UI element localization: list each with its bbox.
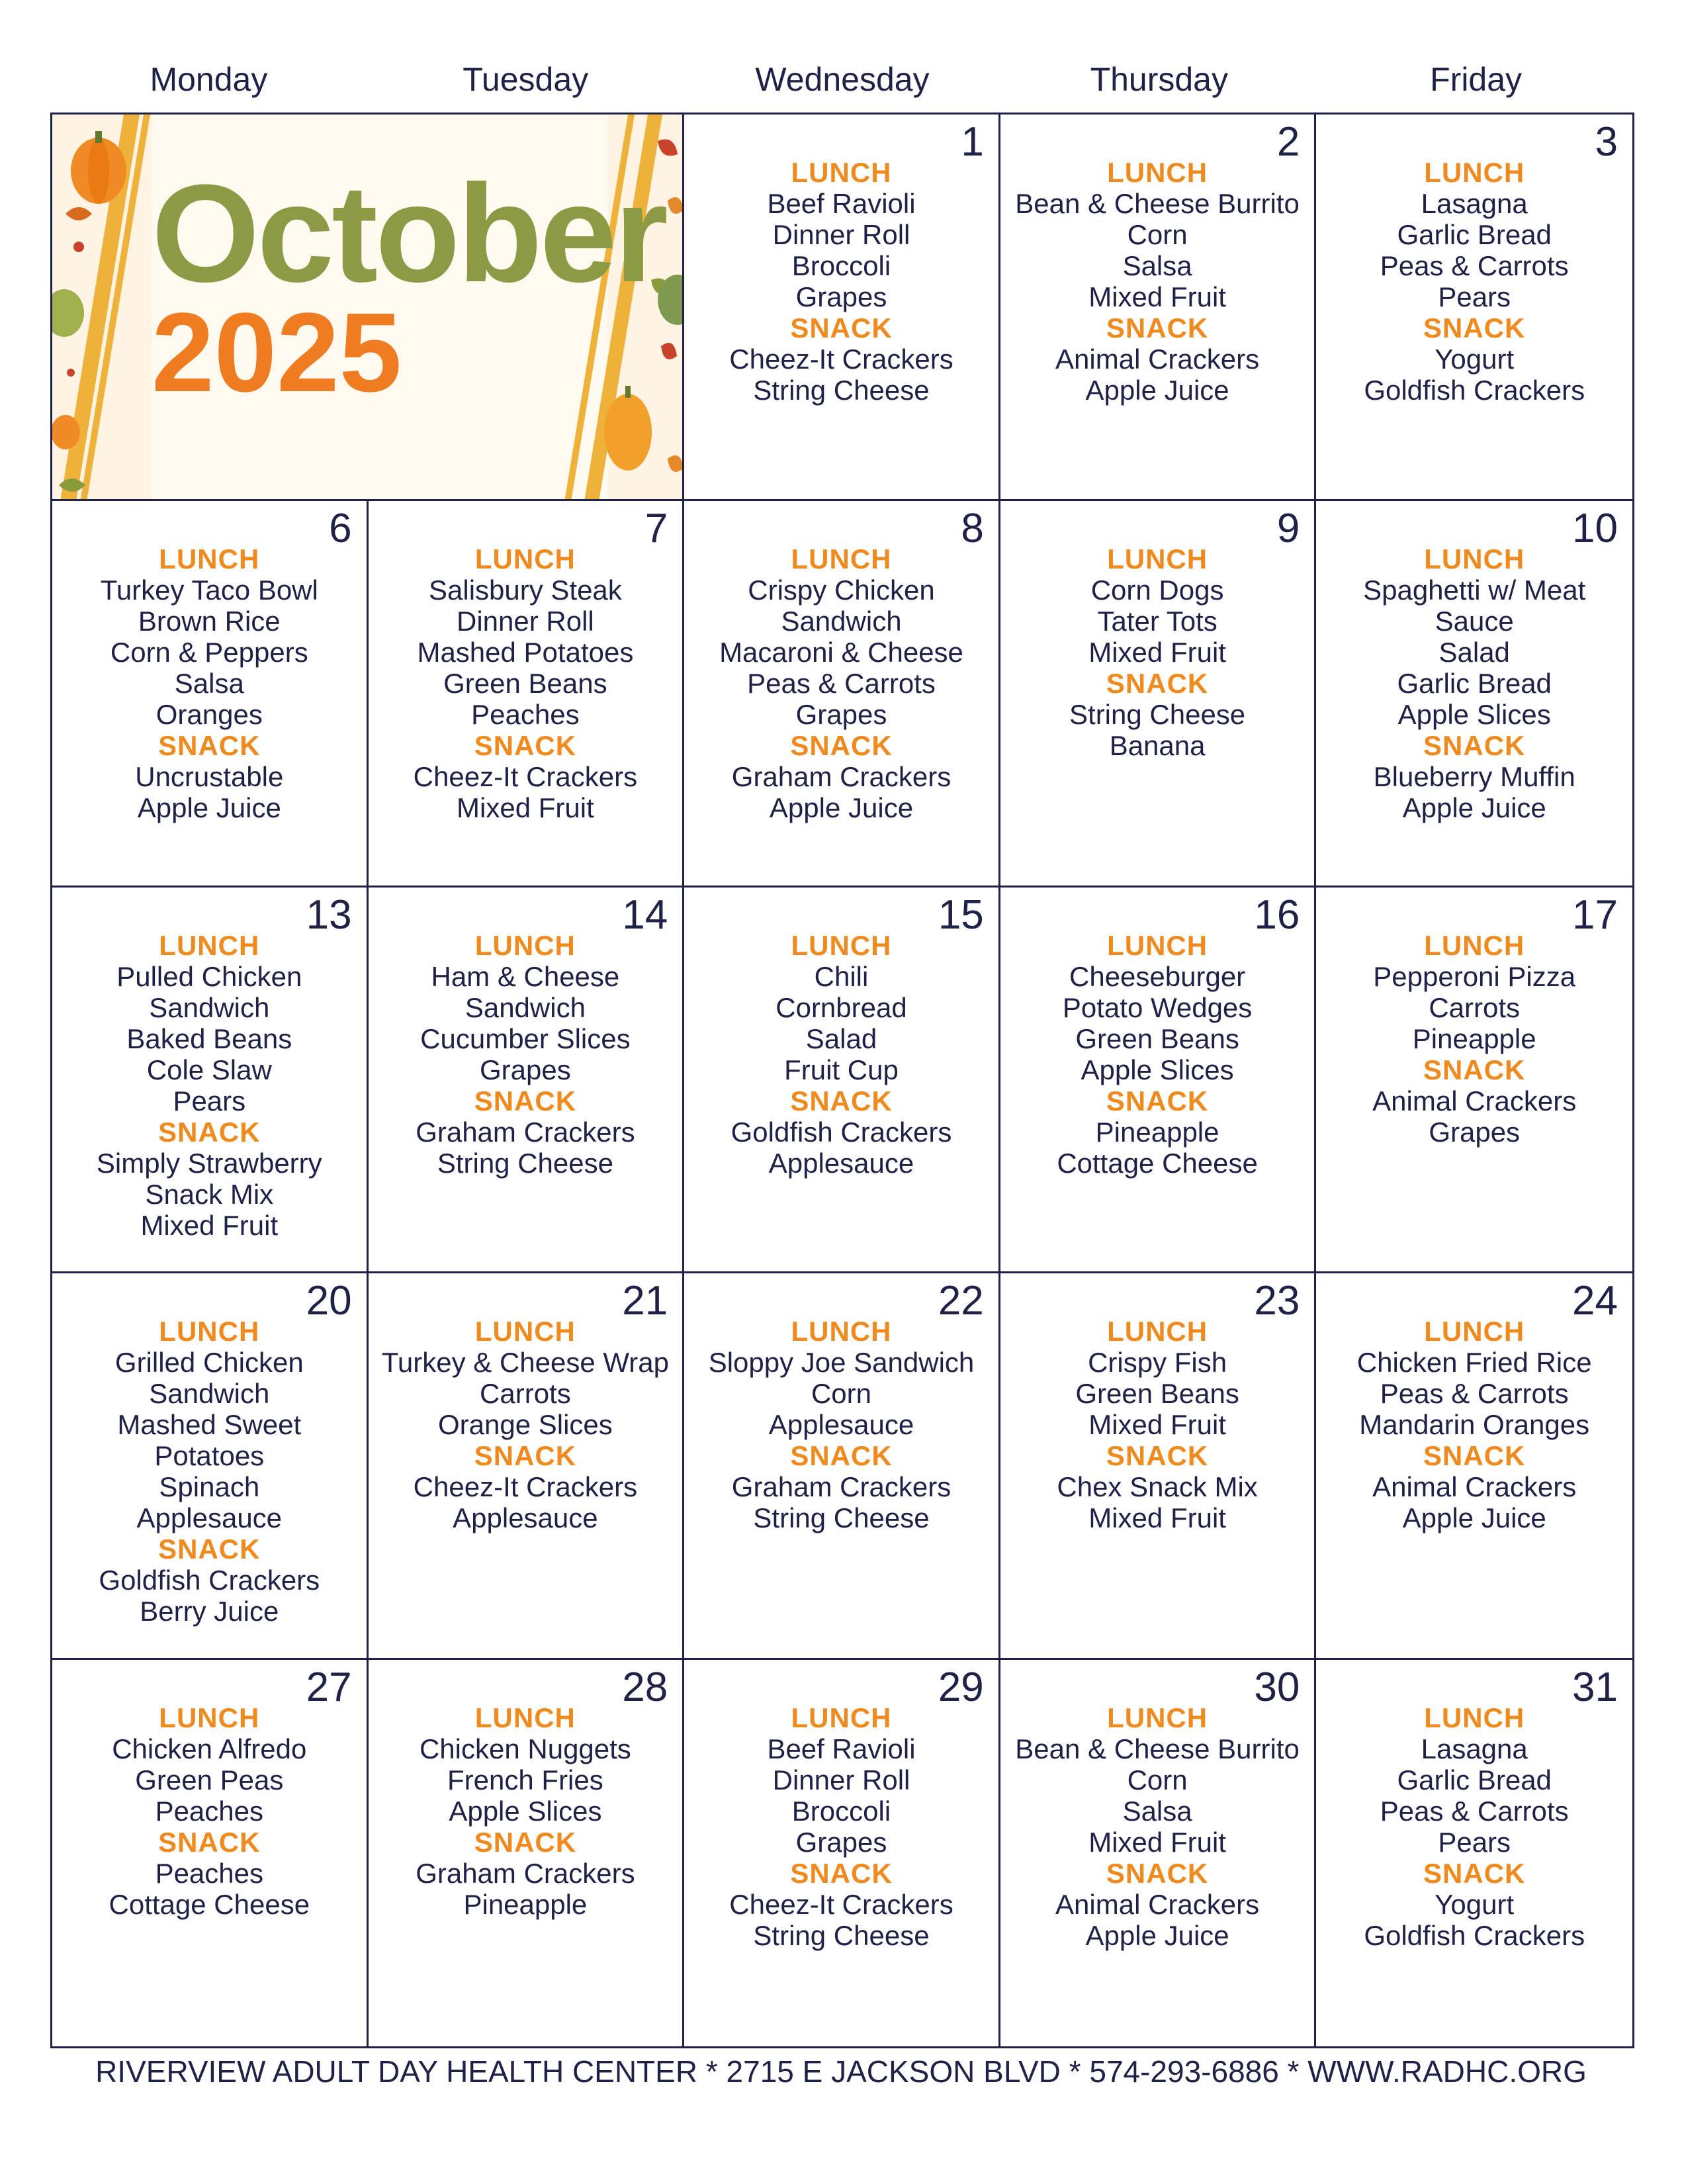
snack-heading: SNACK [790, 1440, 893, 1472]
day-number: 30 [1254, 1664, 1300, 1711]
lunch-item: Salsa [1122, 1796, 1192, 1827]
lunch-item: Salad [1439, 636, 1510, 668]
footer-contact: RIVERVIEW ADULT DAY HEALTH CENTER * 2715 E JACKSON BLVD * 574-293-6886 * WWW.RADHC.ORG [95, 2054, 1587, 2089]
day-cell [1316, 501, 1632, 887]
lunch-item: Corn & Peppers [110, 636, 308, 668]
menu-list [684, 157, 998, 406]
lunch-item: Corn [1127, 1764, 1188, 1796]
menu-list [1000, 1702, 1315, 1951]
lunch-item: Broccoli [791, 250, 891, 281]
snack-item: Berry Juice [140, 1596, 279, 1627]
lunch-item: Carrots [480, 1378, 571, 1410]
snack-heading: SNACK [790, 729, 893, 761]
lunch-heading: LUNCH [1424, 1702, 1525, 1734]
snack-item: Graham Crackers [416, 1116, 635, 1148]
lunch-heading: LUNCH [1107, 157, 1208, 188]
snack-item: Applesauce [768, 1147, 914, 1179]
lunch-item: Green Beans [1075, 1378, 1239, 1410]
snack-heading: SNACK [1106, 1858, 1209, 1889]
lunch-item: Cucumber Slices [420, 1023, 631, 1054]
lunch-item: Oranges [155, 698, 263, 730]
lunch-heading: LUNCH [1424, 1316, 1525, 1347]
snack-heading: SNACK [1423, 1054, 1526, 1085]
lunch-item: Salisbury Steak [428, 574, 622, 606]
menu-list [1316, 543, 1632, 823]
day-number: 31 [1572, 1664, 1618, 1711]
snack-item: Snack Mix [145, 1178, 274, 1210]
day-cell [52, 1273, 369, 1660]
weekday-thursday: Thursday [1090, 61, 1228, 98]
snack-item: Apple Juice [1085, 375, 1229, 406]
lunch-item: Crispy Chicken [748, 574, 935, 606]
snack-item: Mixed Fruit [457, 792, 594, 823]
snack-item: Goldfish Crackers [1364, 375, 1585, 406]
snack-heading: SNACK [1423, 729, 1526, 761]
snack-item: Cheez-It Crackers [729, 343, 953, 375]
day-cell [684, 1273, 1000, 1660]
lunch-heading: LUNCH [1107, 543, 1208, 574]
lunch-item: Sauce [1435, 605, 1514, 637]
menu-list [52, 543, 367, 823]
menu-list [1000, 1316, 1315, 1533]
lunch-item: Macaroni & Cheese [719, 636, 963, 668]
lunch-heading: LUNCH [791, 1316, 892, 1347]
snack-heading: SNACK [1106, 1440, 1209, 1472]
snack-item: Grapes [1429, 1116, 1521, 1148]
snack-item: Animal Crackers [1372, 1085, 1577, 1116]
day-cell [684, 887, 1000, 1274]
day-cell [52, 501, 369, 887]
day-number: 15 [938, 891, 984, 938]
menu-list [369, 1316, 683, 1533]
day-number: 24 [1572, 1278, 1618, 1324]
snack-item: Peaches [155, 1858, 264, 1889]
snack-heading: SNACK [474, 729, 577, 761]
calendar-grid [50, 113, 1634, 2048]
snack-item: Applesauce [453, 1502, 598, 1534]
day-number: 2 [1276, 119, 1300, 165]
snack-heading: SNACK [474, 1827, 577, 1858]
lunch-item: Brown Rice [138, 605, 281, 637]
snack-heading: SNACK [790, 1085, 893, 1116]
weekday-wednesday: Wednesday [755, 61, 930, 98]
lunch-heading: LUNCH [1107, 1316, 1208, 1347]
snack-heading: SNACK [158, 1827, 261, 1858]
lunch-item: Fruit Cup [784, 1054, 899, 1085]
lunch-item: Corn [1127, 219, 1188, 250]
day-number: 13 [306, 891, 352, 938]
lunch-heading: LUNCH [159, 1316, 260, 1347]
snack-item: Goldfish Crackers [99, 1565, 320, 1596]
lunch-item: Apple Slices [449, 1796, 602, 1827]
lunch-item: Pulled Chicken [116, 960, 302, 992]
lunch-item: Crispy Fish [1088, 1347, 1227, 1379]
snack-item: Graham Crackers [731, 760, 952, 792]
snack-item: Animal Crackers [1055, 1889, 1260, 1921]
lunch-item: Bean & Cheese Burrito [1015, 188, 1300, 219]
lunch-item: Orange Slices [437, 1409, 613, 1441]
lunch-heading: LUNCH [159, 543, 260, 574]
day-number: 16 [1254, 891, 1300, 938]
lunch-item: Salsa [174, 667, 244, 699]
lunch-item: Chicken Nuggets [419, 1733, 631, 1765]
menu-list [369, 930, 683, 1179]
snack-item: String Cheese [753, 375, 930, 406]
day-number: 23 [1254, 1278, 1300, 1324]
menu-list [684, 930, 998, 1179]
lunch-item: Peas & Carrots [1380, 250, 1569, 281]
lunch-heading: LUNCH [791, 543, 892, 574]
day-cell [684, 114, 1000, 501]
snack-item: Graham Crackers [731, 1471, 952, 1503]
lunch-heading: LUNCH [1424, 543, 1525, 574]
snack-heading: SNACK [1106, 1085, 1209, 1116]
lunch-heading: LUNCH [474, 1702, 576, 1734]
lunch-item: Mandarin Oranges [1359, 1409, 1590, 1441]
lunch-item: Dinner Roll [772, 219, 910, 250]
lunch-item: Pears [173, 1085, 246, 1116]
lunch-item: Sandwich [465, 991, 586, 1023]
lunch-item: Sandwich [149, 991, 270, 1023]
day-number: 6 [329, 505, 352, 551]
day-number: 29 [938, 1664, 984, 1711]
lunch-item: Garlic Bread [1397, 667, 1552, 699]
year-title: 2025 [152, 290, 402, 416]
lunch-item: Grapes [795, 281, 887, 312]
day-cell [1316, 887, 1632, 1274]
lunch-item: Beef Ravioli [767, 188, 916, 219]
weekday-friday: Friday [1430, 61, 1523, 98]
snack-item: Apple Juice [137, 792, 281, 823]
snack-item: Apple Juice [1085, 1920, 1229, 1952]
day-number: 8 [961, 505, 984, 551]
lunch-item: Grapes [795, 1827, 887, 1858]
day-cell [1316, 1273, 1632, 1660]
day-cell [684, 501, 1000, 887]
snack-item: Graham Crackers [416, 1858, 635, 1889]
day-cell [1000, 114, 1317, 501]
lunch-item: Sandwich [781, 605, 902, 637]
snack-item: Cheez-It Crackers [413, 1471, 638, 1503]
lunch-item: Corn [811, 1378, 872, 1410]
day-cell [369, 501, 685, 887]
lunch-item: Peas & Carrots [1380, 1796, 1569, 1827]
lunch-item: Spinach [159, 1471, 260, 1503]
snack-item: Mixed Fruit [1088, 1502, 1226, 1534]
lunch-item: Corn Dogs [1090, 574, 1224, 606]
weekday-monday: Monday [150, 61, 268, 98]
snack-item: String Cheese [1069, 698, 1246, 730]
snack-item: Apple Juice [1402, 792, 1546, 823]
lunch-item: French Fries [447, 1764, 603, 1796]
snack-item: String Cheese [753, 1502, 930, 1534]
day-number: 3 [1595, 119, 1618, 165]
lunch-item: Turkey & Cheese Wrap [381, 1347, 669, 1379]
snack-item: Banana [1109, 729, 1206, 761]
lunch-item: Sloppy Joe Sandwich [708, 1347, 975, 1379]
lunch-heading: LUNCH [1424, 157, 1525, 188]
month-banner [52, 114, 684, 501]
day-number: 20 [306, 1278, 352, 1324]
lunch-item: Lasagna [1421, 1733, 1528, 1765]
lunch-item: Tater Tots [1097, 605, 1217, 637]
menu-list [369, 543, 683, 823]
lunch-item: Grilled Chicken [114, 1347, 304, 1379]
snack-item: Cottage Cheese [109, 1889, 310, 1921]
menu-list [1316, 1316, 1632, 1533]
snack-item: Apple Juice [769, 792, 914, 823]
weekday-header [50, 46, 1634, 113]
snack-heading: SNACK [790, 1858, 893, 1889]
lunch-item: Garlic Bread [1397, 1764, 1552, 1796]
snack-item: Pineapple [1095, 1116, 1219, 1148]
weekday-tuesday: Tuesday [463, 61, 589, 98]
snack-heading: SNACK [158, 1533, 261, 1565]
lunch-item: Chicken Alfredo [112, 1733, 307, 1765]
lunch-item: Carrots [1429, 991, 1521, 1023]
lunch-heading: LUNCH [1107, 929, 1208, 961]
lunch-item: Garlic Bread [1397, 219, 1552, 250]
day-number: 21 [622, 1278, 668, 1324]
lunch-item: Baked Beans [126, 1023, 292, 1054]
lunch-item: Sandwich [149, 1378, 270, 1410]
menu-list [369, 1702, 683, 1920]
snack-item: Pineapple [463, 1889, 588, 1921]
snack-heading: SNACK [158, 729, 261, 761]
lunch-item: Grapes [480, 1054, 571, 1085]
day-cell [1000, 501, 1317, 887]
lunch-heading: LUNCH [791, 1702, 892, 1734]
snack-item: Cheez-It Crackers [729, 1889, 953, 1921]
snack-item: String Cheese [437, 1147, 613, 1179]
menu-list [1000, 543, 1315, 761]
lunch-item: Peas & Carrots [747, 667, 936, 699]
menu-list [684, 543, 998, 823]
menu-list [1316, 1702, 1632, 1951]
lunch-item: Chili [814, 960, 869, 992]
lunch-item: Potatoes [154, 1440, 265, 1472]
lunch-item: Pineapple [1412, 1023, 1536, 1054]
day-cell [684, 1660, 1000, 2046]
lunch-item: Apple Slices [1397, 698, 1551, 730]
snack-heading: SNACK [474, 1440, 577, 1472]
menu-list [1000, 930, 1315, 1179]
day-number: 27 [306, 1664, 352, 1711]
day-cell [1316, 1660, 1632, 2046]
lunch-heading: LUNCH [791, 157, 892, 188]
day-cell [1316, 114, 1632, 501]
menu-list [52, 1316, 367, 1627]
lunch-item: Dinner Roll [457, 605, 594, 637]
lunch-item: Salad [805, 1023, 877, 1054]
lunch-item: Bean & Cheese Burrito [1015, 1733, 1300, 1765]
day-number: 10 [1572, 505, 1618, 551]
menu-list [684, 1316, 998, 1533]
snack-item: Simply Strawberry [96, 1147, 322, 1179]
lunch-item: Spaghetti w/ Meat [1363, 574, 1586, 606]
snack-item: Animal Crackers [1055, 343, 1260, 375]
day-number: 1 [961, 119, 984, 165]
lunch-heading: LUNCH [159, 1702, 260, 1734]
lunch-heading: LUNCH [791, 929, 892, 961]
day-cell [52, 887, 369, 1274]
snack-item: String Cheese [753, 1920, 930, 1952]
lunch-item: Dinner Roll [772, 1764, 910, 1796]
day-cell [1000, 1660, 1317, 2046]
lunch-heading: LUNCH [474, 543, 576, 574]
lunch-item: Lasagna [1421, 188, 1528, 219]
snack-heading: SNACK [1106, 312, 1209, 343]
day-cell [369, 1660, 685, 2046]
lunch-item: Green Beans [1075, 1023, 1239, 1054]
lunch-item: Turkey Taco Bowl [100, 574, 318, 606]
lunch-item: Apple Slices [1081, 1054, 1234, 1085]
snack-heading: SNACK [790, 312, 893, 343]
snack-heading: SNACK [158, 1116, 261, 1148]
lunch-item: Cole Slaw [146, 1054, 272, 1085]
lunch-item: Potato Wedges [1062, 991, 1253, 1023]
lunch-heading: LUNCH [474, 1316, 576, 1347]
snack-item: Cheez-It Crackers [413, 760, 638, 792]
lunch-item: Salsa [1122, 250, 1192, 281]
lunch-item: Peaches [155, 1796, 264, 1827]
lunch-item: Pears [1438, 281, 1511, 312]
day-cell [369, 887, 685, 1274]
lunch-item: Applesauce [768, 1409, 914, 1441]
day-number: 9 [1276, 505, 1300, 551]
month-title: October [152, 156, 666, 311]
lunch-item: Applesauce [136, 1502, 283, 1534]
day-cell [1000, 887, 1317, 1274]
snack-item: Goldfish Crackers [1364, 1920, 1585, 1952]
snack-item: Uncrustable [135, 760, 284, 792]
snack-heading: SNACK [1423, 312, 1526, 343]
day-number: 28 [622, 1664, 668, 1711]
snack-heading: SNACK [474, 1085, 577, 1116]
lunch-item: Green Beans [443, 667, 607, 699]
snack-item: Apple Juice [1402, 1502, 1546, 1534]
lunch-heading: LUNCH [474, 929, 576, 961]
lunch-item: Broccoli [791, 1796, 891, 1827]
lunch-item: Mashed Potatoes [417, 636, 634, 668]
day-cell [52, 1660, 369, 2046]
day-cell [369, 1273, 685, 1660]
snack-item: Blueberry Muffin [1373, 760, 1575, 792]
snack-item: Goldfish Crackers [730, 1116, 952, 1148]
snack-item: Yogurt [1435, 1889, 1515, 1921]
snack-heading: SNACK [1423, 1440, 1526, 1472]
day-number: 7 [644, 505, 668, 551]
lunch-item: Peas & Carrots [1380, 1378, 1569, 1410]
snack-item: Mixed Fruit [140, 1209, 279, 1241]
lunch-item: Cornbread [775, 991, 907, 1023]
lunch-item: Peaches [471, 698, 580, 730]
menu-list [684, 1702, 998, 1951]
lunch-item: Mixed Fruit [1088, 281, 1226, 312]
lunch-item: Chicken Fried Rice [1356, 1347, 1592, 1379]
snack-item: Yogurt [1435, 343, 1515, 375]
menu-list [1316, 930, 1632, 1148]
lunch-heading: LUNCH [1424, 929, 1525, 961]
lunch-item: Pepperoni Pizza [1373, 960, 1576, 992]
snack-heading: SNACK [1423, 1858, 1526, 1889]
lunch-item: Cheeseburger [1069, 960, 1246, 992]
snack-item: Chex Snack Mix [1057, 1471, 1258, 1503]
lunch-item: Mixed Fruit [1088, 636, 1226, 668]
lunch-item: Pears [1438, 1827, 1511, 1858]
lunch-item: Green Peas [135, 1764, 284, 1796]
lunch-heading: LUNCH [159, 929, 260, 961]
lunch-item: Ham & Cheese [431, 960, 620, 992]
day-number: 14 [622, 891, 668, 938]
lunch-item: Mixed Fruit [1088, 1409, 1226, 1441]
menu-list [1000, 157, 1315, 406]
menu-list [1316, 157, 1632, 406]
lunch-item: Mashed Sweet [117, 1409, 302, 1441]
lunch-heading: LUNCH [1107, 1702, 1208, 1734]
snack-item: Cottage Cheese [1057, 1147, 1258, 1179]
lunch-item: Mixed Fruit [1088, 1827, 1226, 1858]
day-number: 22 [938, 1278, 984, 1324]
menu-list [52, 1702, 367, 1920]
snack-heading: SNACK [1106, 667, 1209, 699]
day-number: 17 [1572, 891, 1618, 938]
lunch-item: Beef Ravioli [767, 1733, 916, 1765]
lunch-item: Grapes [795, 698, 887, 730]
snack-item: Animal Crackers [1372, 1471, 1577, 1503]
menu-list [52, 930, 367, 1241]
day-cell [1000, 1273, 1317, 1660]
